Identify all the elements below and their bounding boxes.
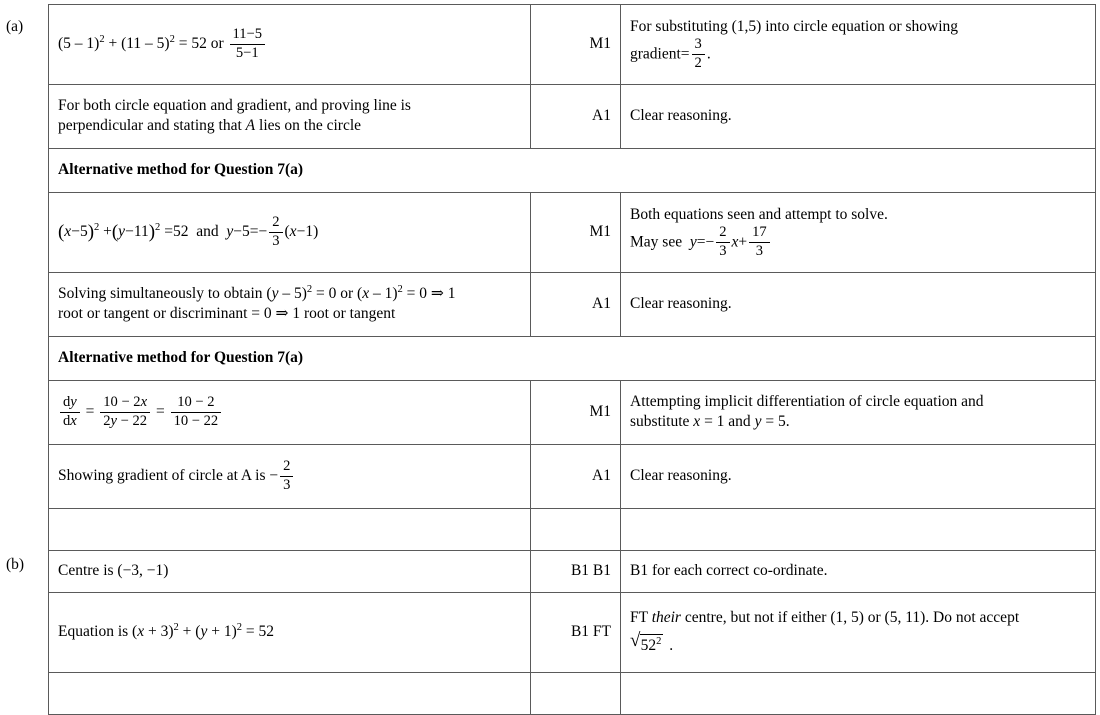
- fraction: [716, 225, 729, 259]
- fraction-numerator: 11−5: [230, 27, 266, 44]
- radicand-value: 52: [640, 637, 657, 654]
- working-line: [58, 116, 521, 136]
- variable-x: x: [693, 413, 701, 430]
- fraction-denominator: 3: [283, 476, 291, 493]
- minus-sign: −: [269, 467, 279, 485]
- table-row: [49, 5, 1096, 85]
- note-text: = 1 and: [704, 413, 751, 430]
- notes-cell: B1 for each correct co-ordinate.: [621, 551, 1096, 593]
- exponent: 2: [173, 621, 179, 633]
- working-text: = 0 or (: [312, 284, 363, 302]
- equals-sign: =: [680, 45, 690, 63]
- working-line: [58, 284, 521, 304]
- fraction-numerator: dy: [60, 395, 80, 412]
- fraction-denominator: dx: [63, 412, 77, 429]
- exponent: 2: [169, 34, 175, 46]
- notes-cell: Clear reasoning.: [621, 273, 1096, 337]
- notes-cell: [621, 381, 1096, 445]
- working-cell-empty: [49, 673, 531, 715]
- notes-cell: Clear reasoning.: [621, 85, 1096, 149]
- note-line: [630, 412, 1086, 432]
- fraction-numerator: 3: [692, 37, 705, 54]
- table-row: [49, 551, 1096, 593]
- equals-sign: =: [164, 223, 173, 241]
- fraction: [749, 225, 770, 259]
- working-expression: [58, 623, 274, 640]
- term: −5: [233, 223, 250, 241]
- derivative-fraction: [60, 395, 80, 429]
- note-text: .: [706, 45, 711, 63]
- variable-x: x: [64, 223, 72, 241]
- working-cell: [49, 85, 531, 149]
- mark-cell: A1: [531, 273, 621, 337]
- mark-cell: A1: [531, 445, 621, 509]
- note-line: [630, 628, 1086, 656]
- minus-sign: −: [705, 233, 715, 251]
- part-label-b: (b): [6, 556, 25, 573]
- notes-cell: [621, 5, 1096, 85]
- variable-y: y: [754, 413, 762, 430]
- note-text: gradient: [630, 45, 681, 63]
- variable-x: x: [289, 223, 297, 241]
- exponent: 2: [656, 635, 662, 647]
- working-text: – 5): [278, 284, 307, 302]
- note-text: = 5.: [765, 413, 790, 430]
- table-row: [49, 445, 1096, 509]
- working-expression: $(x-5)^2 +(y-11)^2 =52$ and y−5=− $\frac{2}{3}$ (x−1): [58, 214, 319, 249]
- notes-cell: [621, 593, 1096, 673]
- working-text: Solving simultaneously to obtain (: [58, 284, 272, 302]
- working-cell: [49, 593, 531, 673]
- working-text: perpendicular and stating that: [58, 117, 242, 134]
- fraction: [171, 395, 222, 429]
- mark-cell: B1 B1: [531, 551, 621, 593]
- variable-x: x: [137, 622, 145, 640]
- constant: 11: [133, 223, 149, 241]
- working-cell: [49, 193, 531, 273]
- constant: 1: [305, 223, 314, 241]
- mark-cell: B1 FT: [531, 593, 621, 673]
- notes-cell: [621, 193, 1096, 273]
- working-line: For both circle equation and gradient, and proving line is: [58, 96, 411, 114]
- working-expression: [58, 26, 267, 61]
- working-expression: [58, 458, 295, 493]
- note-line: [630, 608, 1086, 628]
- total-marks-b: [531, 673, 621, 715]
- emphasis-their: their: [651, 608, 681, 626]
- working-cell: [49, 445, 531, 509]
- constant: 5: [79, 223, 88, 241]
- note-line: For substituting (1,5) into circle equation or showing: [630, 18, 959, 35]
- exponent: 2: [93, 222, 100, 234]
- working-line: root or tangent or discriminant = 0 ⇒ 1 root or tangent: [58, 305, 396, 322]
- exponent: 2: [397, 283, 403, 295]
- variable-y: y: [271, 284, 279, 302]
- expr-part-2: + (11 – 5): [108, 35, 170, 53]
- working-text: Equation is (: [58, 622, 138, 640]
- equals-sign: =: [155, 403, 165, 421]
- mark-cell: M1: [531, 381, 621, 445]
- variable-y: y: [200, 622, 208, 640]
- variable-y: y: [689, 233, 697, 251]
- constant: 52: [172, 223, 189, 241]
- table-row-total: [49, 673, 1096, 715]
- table-row-alt-heading: [49, 337, 1096, 381]
- fraction: [230, 27, 266, 61]
- mark-cell: A1: [531, 85, 621, 149]
- variable-y: y: [226, 223, 234, 241]
- variable-x: x: [731, 233, 739, 251]
- variable-y: y: [118, 223, 126, 241]
- variable-A: A: [245, 117, 256, 134]
- working-cell: [49, 273, 531, 337]
- note-text: substitute: [630, 413, 690, 430]
- working-cell: [49, 381, 531, 445]
- equals-sign: =: [249, 223, 259, 241]
- note-text: May see: [630, 233, 683, 251]
- note-line: Attempting implicit differentiation of circle equation and: [630, 392, 984, 410]
- working-text: = 0 ⇒ 1: [402, 284, 456, 302]
- conjunction: and: [196, 223, 219, 241]
- fraction: [100, 395, 150, 429]
- table-row-alt-heading: [49, 149, 1096, 193]
- table-row: [49, 593, 1096, 673]
- square-root: [630, 634, 663, 656]
- fraction-numerator: 10 − 2: [171, 395, 222, 412]
- fraction: [269, 215, 282, 249]
- plus-sign: +: [738, 233, 748, 251]
- fraction-denominator: 3: [272, 232, 280, 249]
- working-cell: [49, 5, 531, 85]
- table-row-total: [49, 509, 1096, 551]
- fraction-denominator: 3: [719, 242, 727, 259]
- table-row: [49, 381, 1096, 445]
- notes-cell-empty: [621, 509, 1096, 551]
- working-text: + (: [178, 622, 201, 640]
- exponent: 2: [236, 621, 242, 633]
- note-line: Both equations seen and attempt to solve.: [630, 206, 888, 223]
- fraction-numerator: 2: [280, 459, 293, 476]
- fraction-numerator: 2: [716, 225, 729, 242]
- note-line: [630, 37, 1086, 71]
- fraction-denominator: 2y − 22: [103, 412, 148, 429]
- part-label-a: (a): [6, 18, 24, 35]
- fraction-numerator: 10 − 2x: [100, 395, 150, 412]
- table-row: [49, 193, 1096, 273]
- table-row: [49, 85, 1096, 149]
- expr-part-1: (5 – 1): [58, 35, 100, 53]
- working-text: + 1): [207, 622, 237, 640]
- expr-part-3: = 52 or: [178, 35, 224, 53]
- minus-sign: −: [258, 223, 268, 241]
- note-line: [630, 225, 1086, 259]
- fraction-denominator: 10 − 22: [173, 412, 219, 429]
- fraction-numerator: 2: [269, 215, 282, 232]
- mark-cell: M1: [531, 5, 621, 85]
- total-marks-a: [531, 509, 621, 551]
- fraction-denominator: 2: [694, 54, 702, 71]
- exponent: 2: [155, 222, 161, 234]
- fraction-denominator: 5−1: [235, 44, 259, 61]
- alternative-method-heading: Alternative method for Question 7(a): [49, 149, 1096, 193]
- variable-x: x: [362, 284, 370, 302]
- working-text: + 3): [144, 622, 174, 640]
- fraction-denominator: 3: [755, 242, 764, 259]
- equals-sign: =: [696, 233, 706, 251]
- working-text: – 1): [369, 284, 398, 302]
- note-text: centre, but not if either (1, 5) or (5, 11). Do not accept: [684, 608, 1020, 626]
- radicand: [640, 634, 664, 656]
- working-text: lies on the circle: [259, 117, 362, 134]
- notes-cell-empty: [621, 673, 1096, 715]
- alternative-method-heading: Alternative method for Question 7(a): [49, 337, 1096, 381]
- equals-sign: =: [85, 403, 95, 421]
- working-text: = 52: [242, 622, 274, 640]
- working-cell: Centre is (−3, −1): [49, 551, 531, 593]
- mark-scheme-sheet: [0, 4, 1100, 695]
- exponent: 2: [306, 283, 313, 295]
- period: .: [669, 637, 674, 654]
- notes-cell: Clear reasoning.: [621, 445, 1096, 509]
- working-text: Showing gradient of circle at A is: [58, 467, 266, 485]
- exponent: 2: [99, 34, 105, 46]
- mark-scheme-table: [48, 4, 1096, 715]
- working-cell-empty: [49, 509, 531, 551]
- working-expression: [58, 394, 223, 429]
- mark-cell: M1: [531, 193, 621, 273]
- note-text: FT: [630, 608, 648, 626]
- fraction: [692, 37, 705, 71]
- fraction-numerator: 17: [749, 225, 770, 242]
- table-row: [49, 273, 1096, 337]
- fraction: [280, 459, 293, 493]
